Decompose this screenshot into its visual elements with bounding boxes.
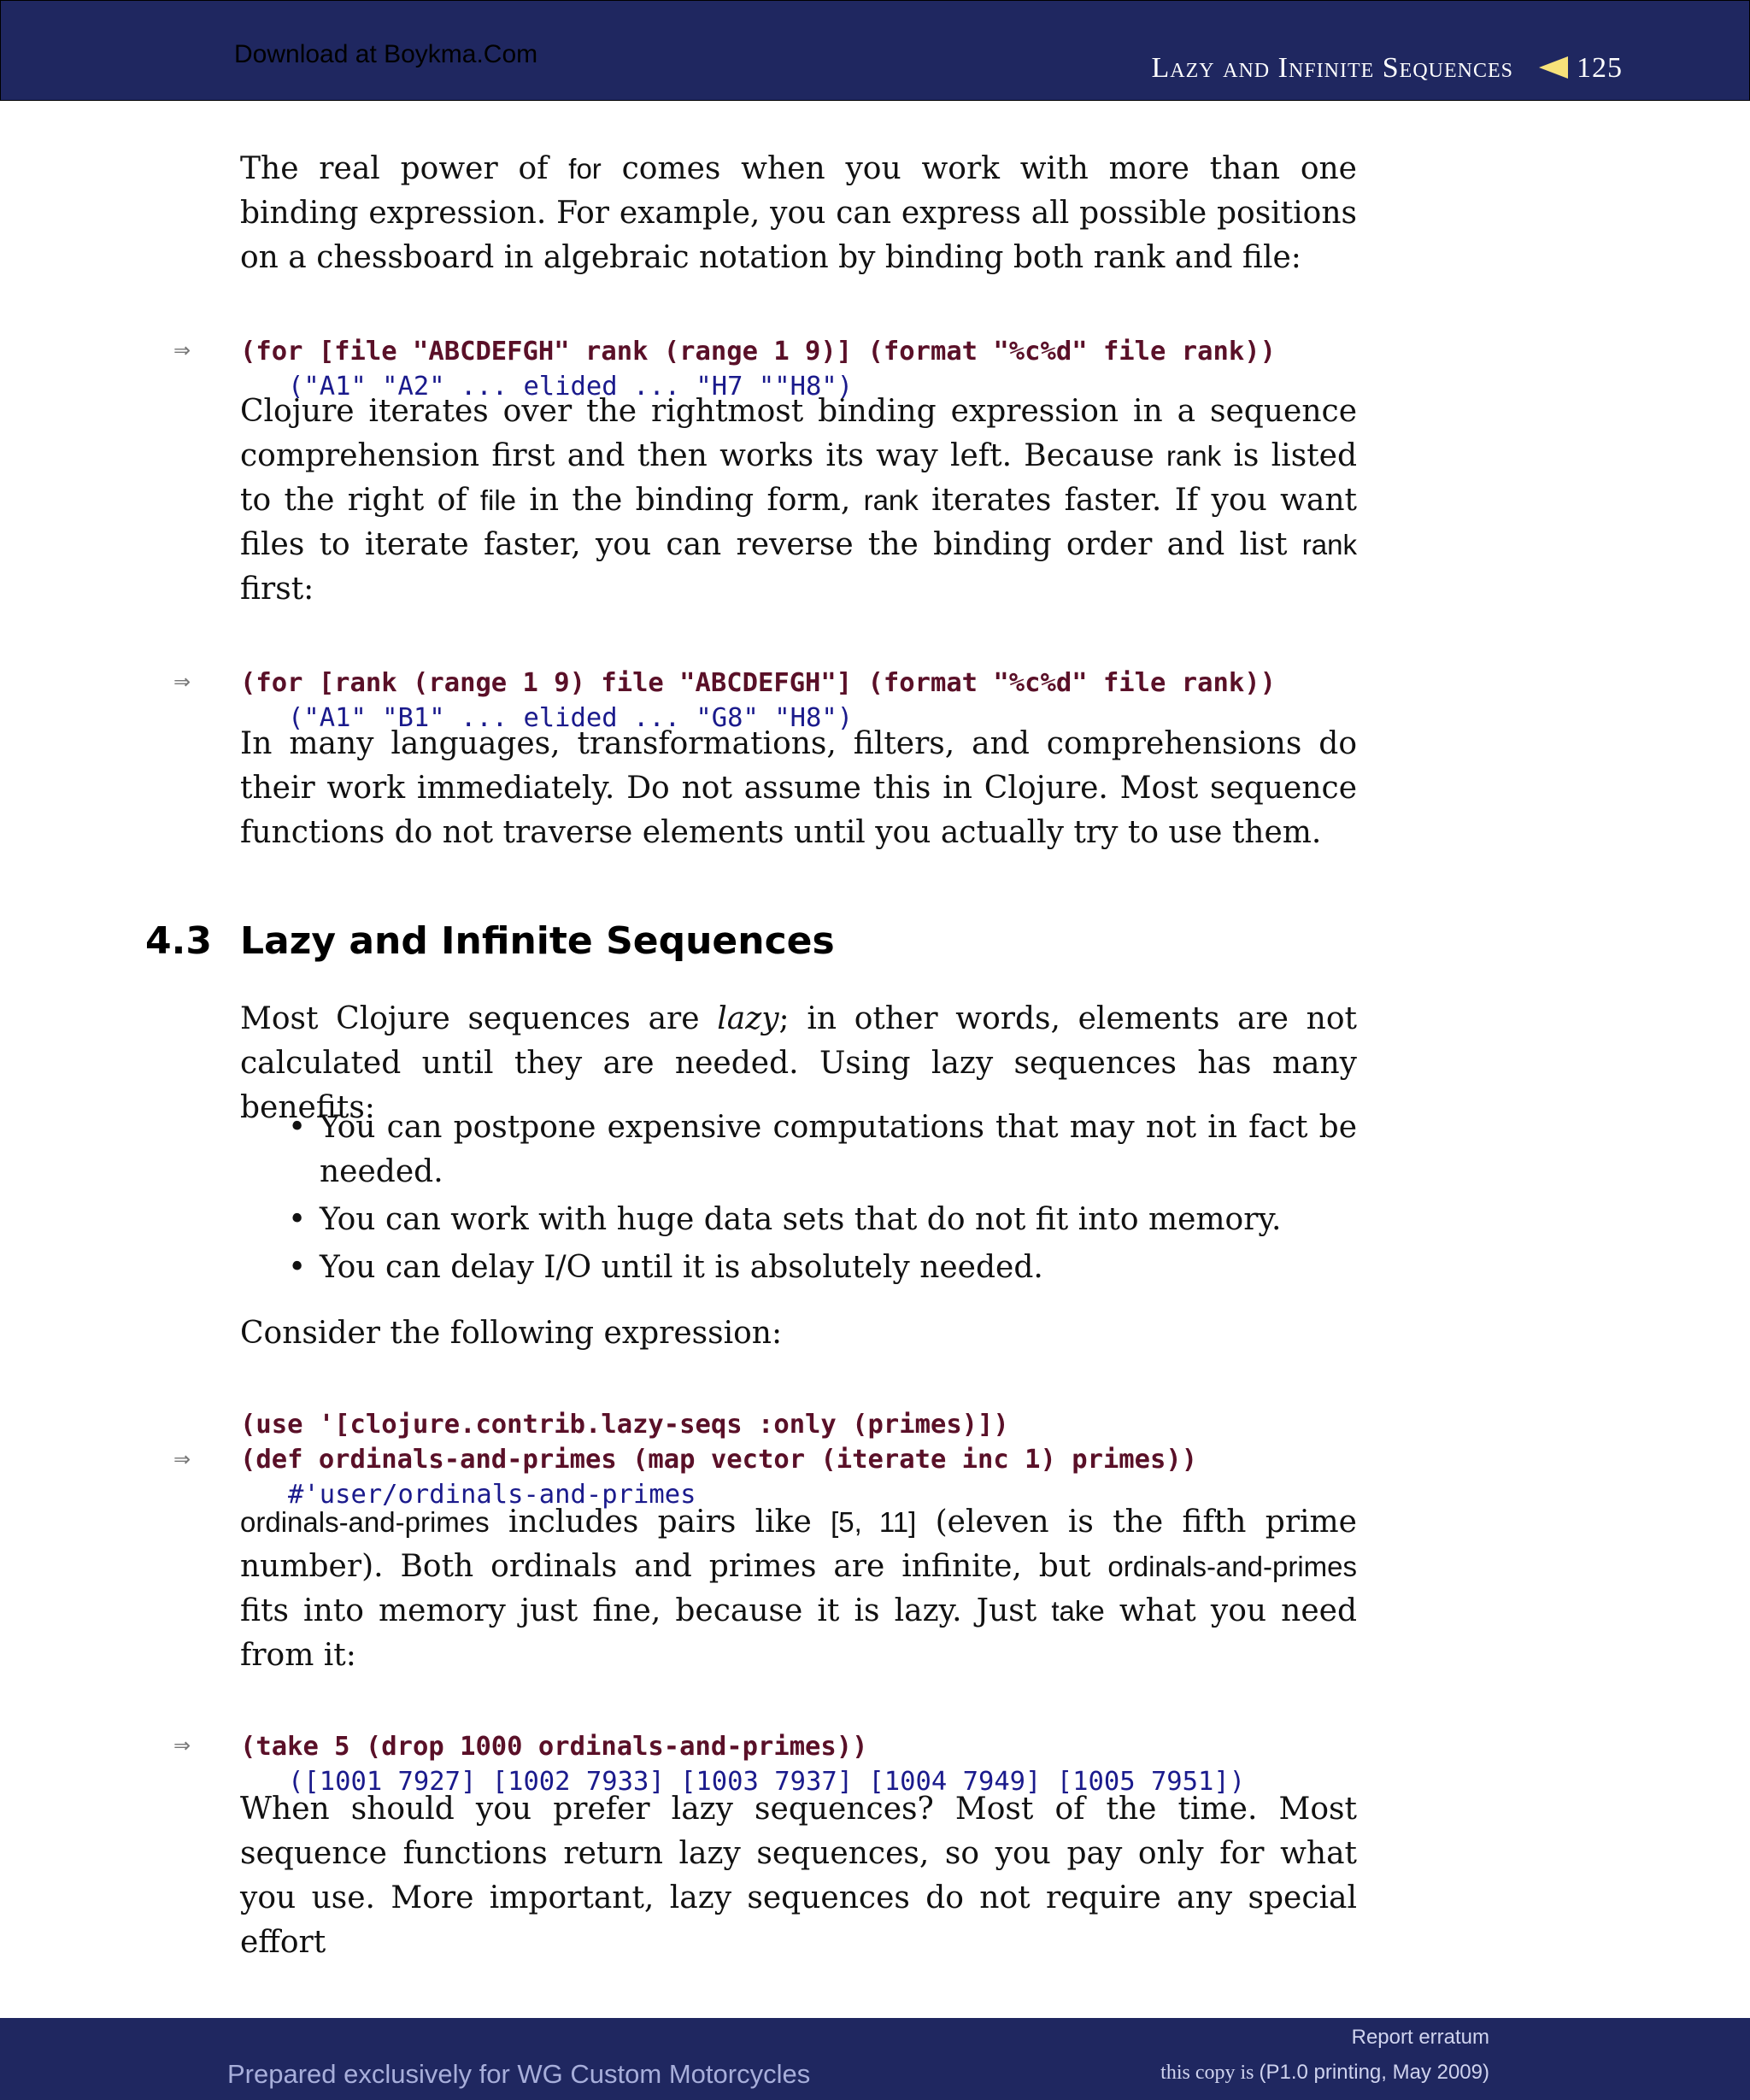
code-input: (def ordinals-and-primes (map vector (iterate inc 1) primes)): [240, 1445, 1198, 1475]
code-input: (for [rank (range 1 9) file "ABCDEFGH"] (format "%c%d" file rank)): [240, 668, 1276, 698]
section-paragraph-4: When should you prefer lazy sequences? Most of the time. Most sequence functions return lazy sequences, so you pay only for what you use. More important, lazy sequences do not require any special effort: [240, 1792, 1357, 1960]
running-header: [1152, 52, 1623, 85]
code-block-3: [240, 1372, 1197, 1512]
section-paragraph-1: Most Clojure sequences are lazy; in other words, elements are not calculated until they are needed. Using lazy sequences has many benefits:: [240, 1001, 1357, 1125]
list-item: • You can postpone expensive computations that may not in fact be needed.: [240, 1106, 1357, 1194]
code-input: (for [file "ABCDEFGH" rank (range 1 9)] (format "%c%d" file rank)): [240, 337, 1276, 367]
section-number: 4.3: [145, 919, 212, 963]
inline-code: for: [568, 153, 602, 185]
result-arrow-icon: ⇒: [173, 1733, 191, 1757]
code-output: ("A1" "B1" ... elided ... "G8" "H8"): [288, 703, 854, 733]
header-bar: [0, 0, 1750, 101]
code-output: ("A1" "A2" ... elided ... "H7 ""H8"): [288, 372, 854, 402]
result-arrow-icon: ⇒: [173, 1447, 191, 1471]
code-input: (use '[clojure.contrib.lazy-seqs :only (primes)]): [240, 1410, 1009, 1440]
intro-paragraph-3: In many languages, transformations, filters, and comprehensions do their work immediately. Do not assume this in Clojure. Most sequence functions do not traverse elements until you actually try to use them.: [240, 726, 1357, 850]
list-item: • You can work with huge data sets that do not fit into memory.: [240, 1198, 1357, 1242]
running-title: Lazy and Infinite Sequences: [1151, 52, 1513, 84]
copy-info: this copy is (P1.0 printing, May 2009): [1160, 2061, 1489, 2084]
code-output: #'user/ordinals-and-primes: [288, 1480, 696, 1510]
benefits-list: [240, 1106, 1357, 1293]
code-block-2: [240, 631, 1276, 736]
code-block-4: [240, 1694, 1245, 1799]
report-erratum-link[interactable]: Report erratum: [1351, 2026, 1489, 2049]
section-title: Lazy and Infinite Sequences: [240, 919, 835, 963]
previous-page-triangle-icon[interactable]: [1539, 56, 1568, 79]
list-item: • You can delay I/O until it is absolutely needed.: [240, 1246, 1357, 1290]
intro-paragraph-1: The real power of for comes when you work with more than one binding expression. For example, you can express all possible positions on a chessboard in algebraic notation by binding both rank and file:: [240, 151, 1357, 275]
section-paragraph-2: Consider the following expression:: [240, 1316, 783, 1351]
code-input: (take 5 (drop 1000 ordinals-and-primes)): [240, 1732, 868, 1762]
result-arrow-icon: ⇒: [173, 670, 191, 694]
result-arrow-icon: ⇒: [173, 338, 191, 362]
code-output: ([1001 7927] [1002 7933] [1003 7937] [1004 7949] [1005 7951]): [288, 1767, 1246, 1797]
page-number: 125: [1577, 52, 1623, 84]
intro-paragraph-2: Clojure iterates over the rightmost binding expression in a sequence comprehension first and then works its way left. Because rank is listed to the right of file in the binding form, rank iterates faster. If you want files to iterate faster, you can reverse the binding order and list rank first:: [240, 394, 1358, 607]
section-paragraph-3: ordinals-and-primes includes pairs like [5, 11] (eleven is the fifth prime number). Both ordinals and primes are infinite, but ordinals-and-primes fits into memory just fine, because it is lazy. Just take what you need from it:: [240, 1505, 1358, 1673]
emphasis-lazy: lazy: [717, 1001, 779, 1036]
code-block-1: [240, 299, 1276, 404]
prepared-for-text: Prepared exclusively for WG Custom Motorcycles: [227, 2059, 811, 2089]
download-watermark: Download at Boykma.Com: [234, 40, 538, 68]
